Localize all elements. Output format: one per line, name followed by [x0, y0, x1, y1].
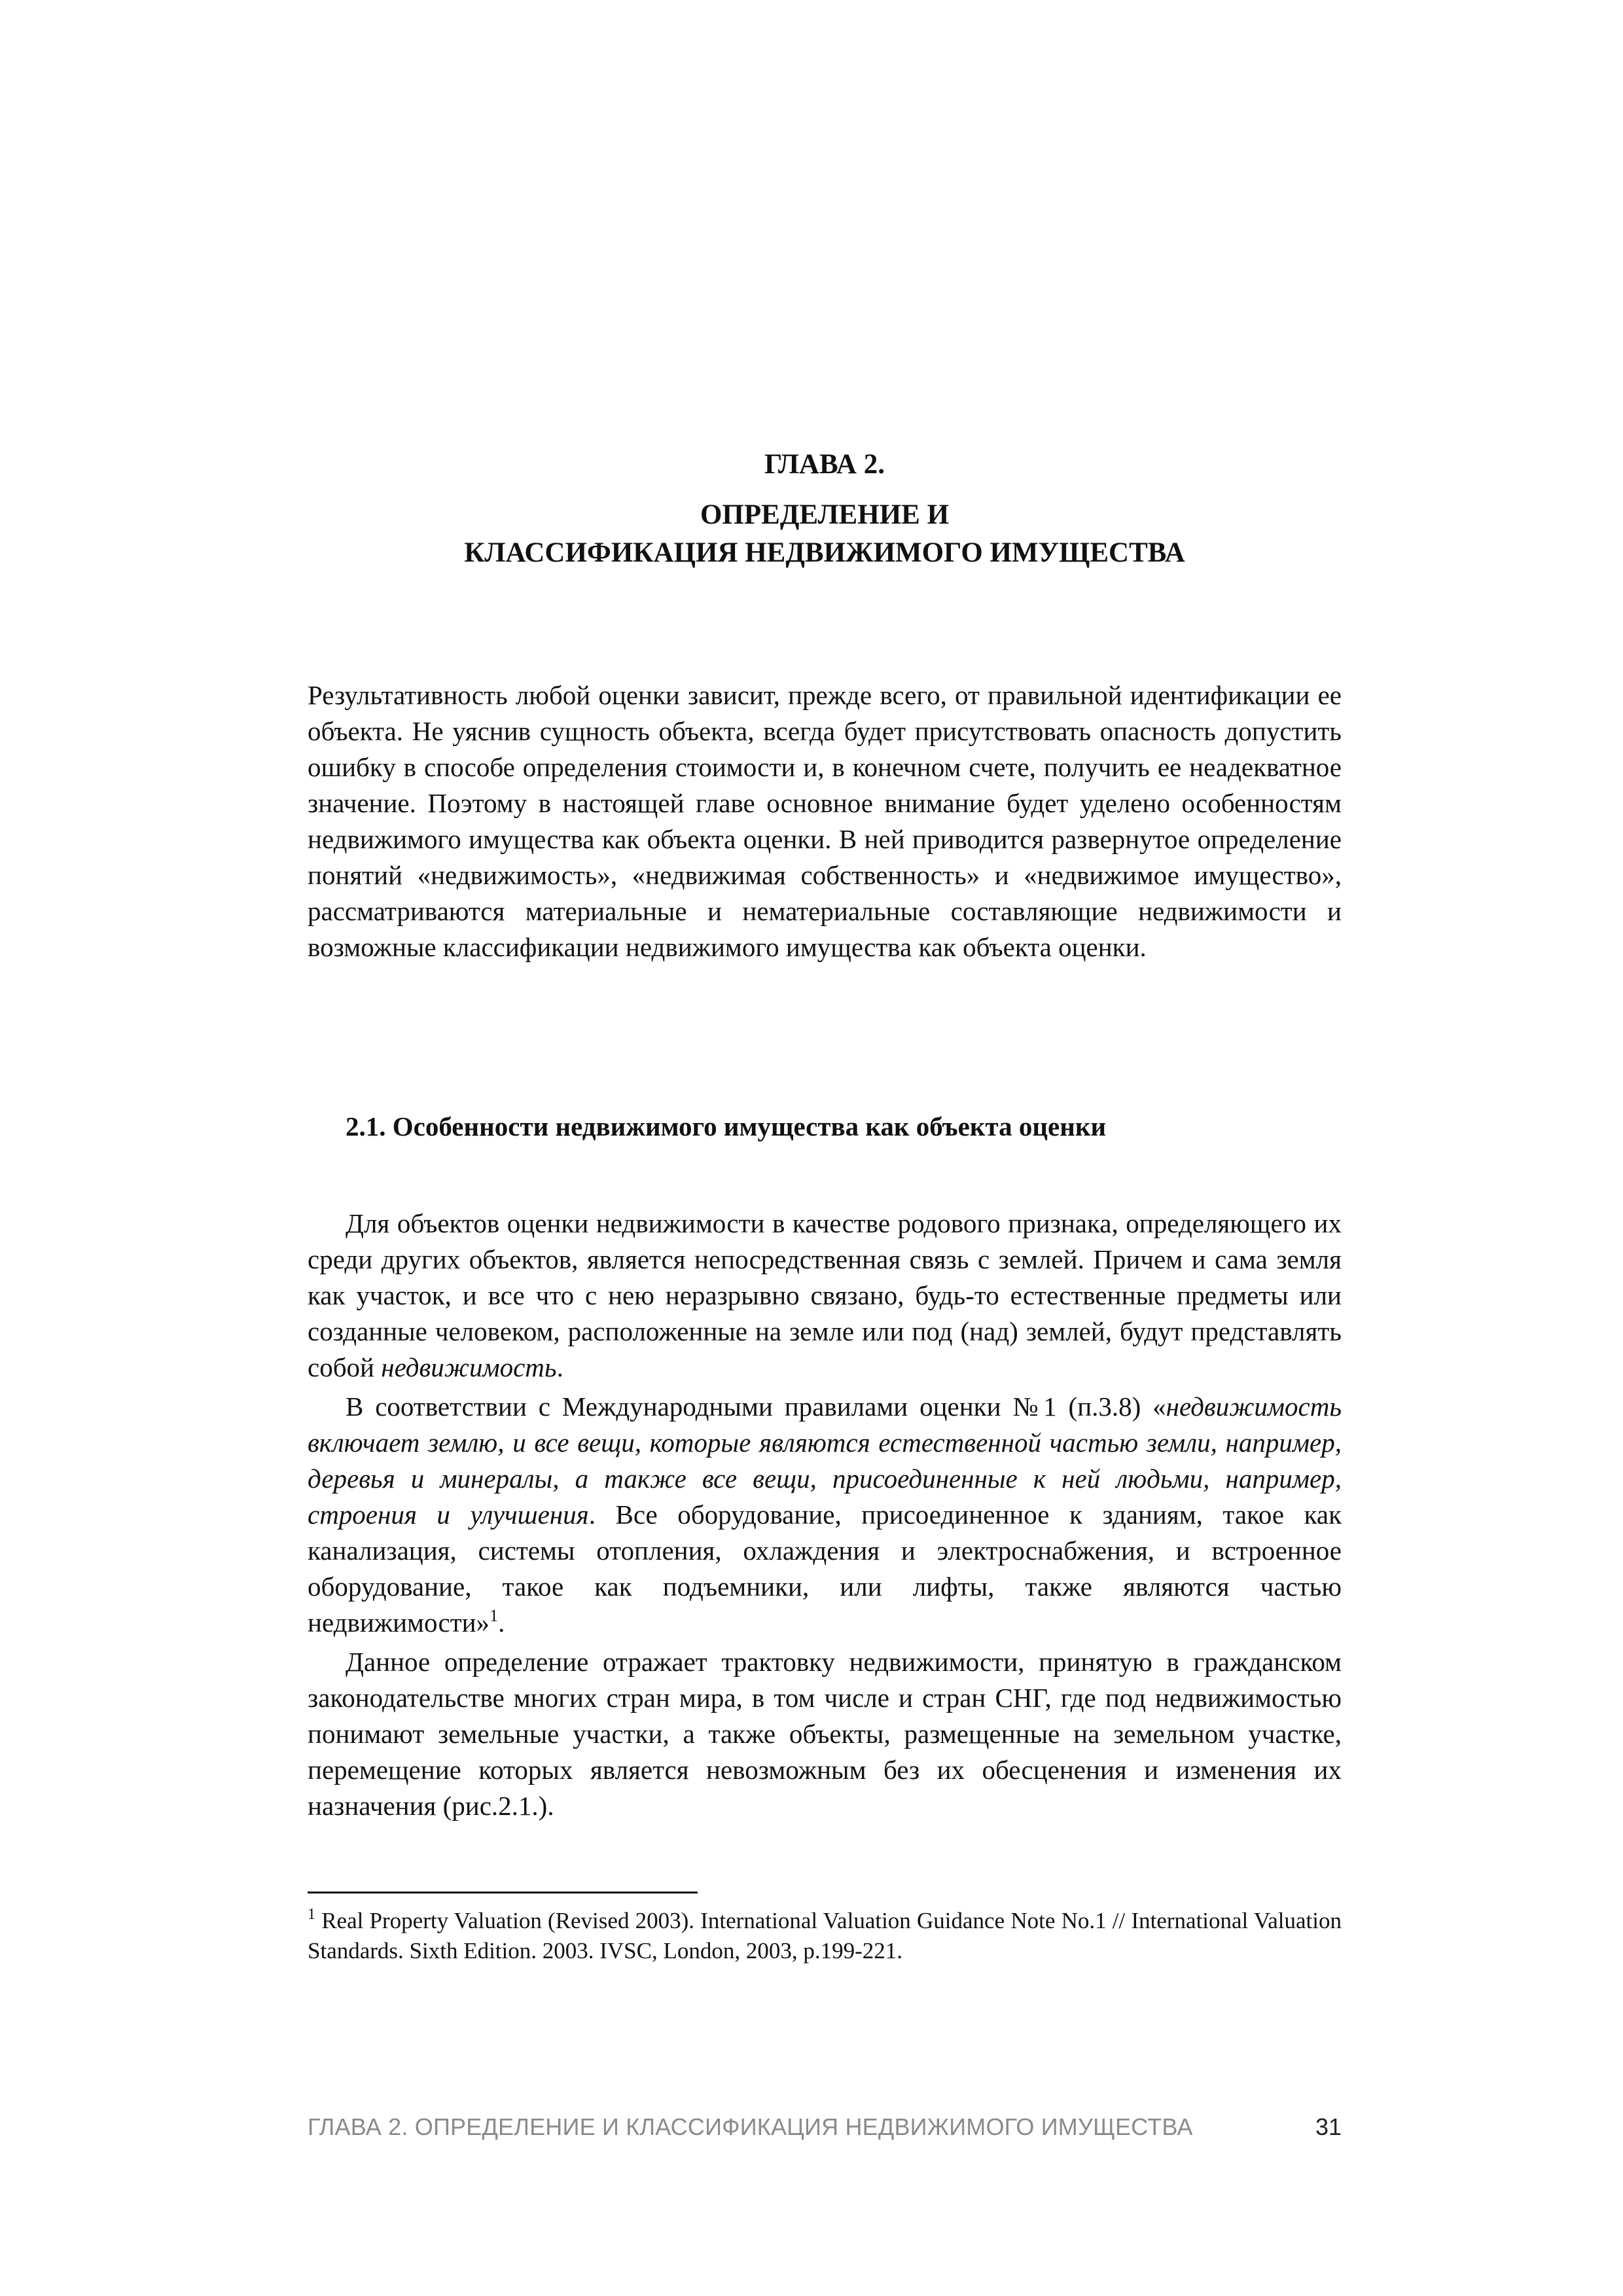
chapter-label: ГЛАВА 2. [764, 449, 885, 480]
chapter-title-line-1: ОПРЕДЕЛЕНИЕ И [700, 499, 950, 530]
intro-paragraph: Результативность любой оценки зависит, прежде всего, от правильной идентификации ее объекта. Не уяснив сущность объекта, всегда будет присутствовать опасность допустить ошибку в способе определения стоимости и, в конечном счете, получить ее неадекватное значение. Поэтому в настоящей главе основное внимание будет уделено особенностям недвижимого имущества как объекта оценки. В ней приводится развернутое определение понятий «недвижимость», «недвижимая собственность» и «недвижимое имущество», рассматриваются материальные и нематериальные составляющие недвижимости и возможные классификации недвижимого имущества как объекта оценки. [308, 680, 1342, 962]
chapter-title [308, 496, 1342, 572]
chapter-title-line-2: КЛАССИФИКАЦИЯ НЕДВИЖИМОГО ИМУЩЕСТВА [464, 537, 1185, 568]
paragraph-2-text: В соответствии с Международными правилами оценки №1 (п.3.8) « [346, 1391, 1166, 1422]
page-number: 31 [1315, 2113, 1342, 2140]
body-paragraph-3: Данное определение отражает трактовку недвижимости, принятую в гражданском законодательстве многих стран мира, в том числе и стран СНГ, где под недвижимостью понимают земельные участки, а также объекты, размещенные на земельном участке, перемещение которых является невозможным без их обесценения и изменения их назначения (рис.2.1.). [308, 1647, 1342, 1821]
footnote-marker: 1 [308, 1906, 315, 1923]
footnote [308, 1906, 1342, 1966]
body-paragraph-2 [308, 1389, 1342, 1641]
footnote-text: Real Property Valuation (Revised 2003). International Valuation Guidance Note No.1 // International Valuation Standards. Sixth Edition. 2003. IVSC, London, 2003, p.199-221. [308, 1908, 1342, 1964]
paragraph-2-end: . Все оборудование, присоединенное к зданиям, такое как канализация, системы отопления, охлаждения и электроснабжения, и встроенное оборудование, такое как подъемники, или лифты, также являются частью недвижимости» [308, 1499, 1342, 1638]
footnote-divider [308, 1892, 698, 1893]
paragraph-1-italic-term: недвижимость [381, 1352, 557, 1382]
paragraph-1-end: . [556, 1352, 563, 1382]
footnote-reference[interactable]: 1 [490, 1606, 499, 1625]
section-heading: 2.1. Особенности недвижимого имущества как объекта оценки [346, 1111, 1107, 1141]
body-paragraph-1 [308, 1206, 1342, 1386]
paragraph-2-tail: . [498, 1607, 505, 1638]
paragraph-1-text: Для объектов оценки недвижимости в качестве родового признака, определяющего их среди других объектов, является непосредственная связь с землей. Причем и сама земля как участок, и все что с нею неразрывно связано, будь-то естественные предметы или созданные человеком, расположенные на земле или под (над) землей, будут представлять собой [308, 1208, 1342, 1382]
running-footer: ГЛАВА 2. ОПРЕДЕЛЕНИЕ И КЛАССИФИКАЦИЯ НЕДВИЖИМОГО ИМУЩЕСТВА [308, 2113, 1193, 2140]
paragraph-2-italic-quote: недвижимость включает землю, и все вещи, которые являются естественной частью земли, например, деревья и минералы, а также все вещи, присоединенные к ней людьми, например, строения и улучшения [308, 1391, 1342, 1530]
